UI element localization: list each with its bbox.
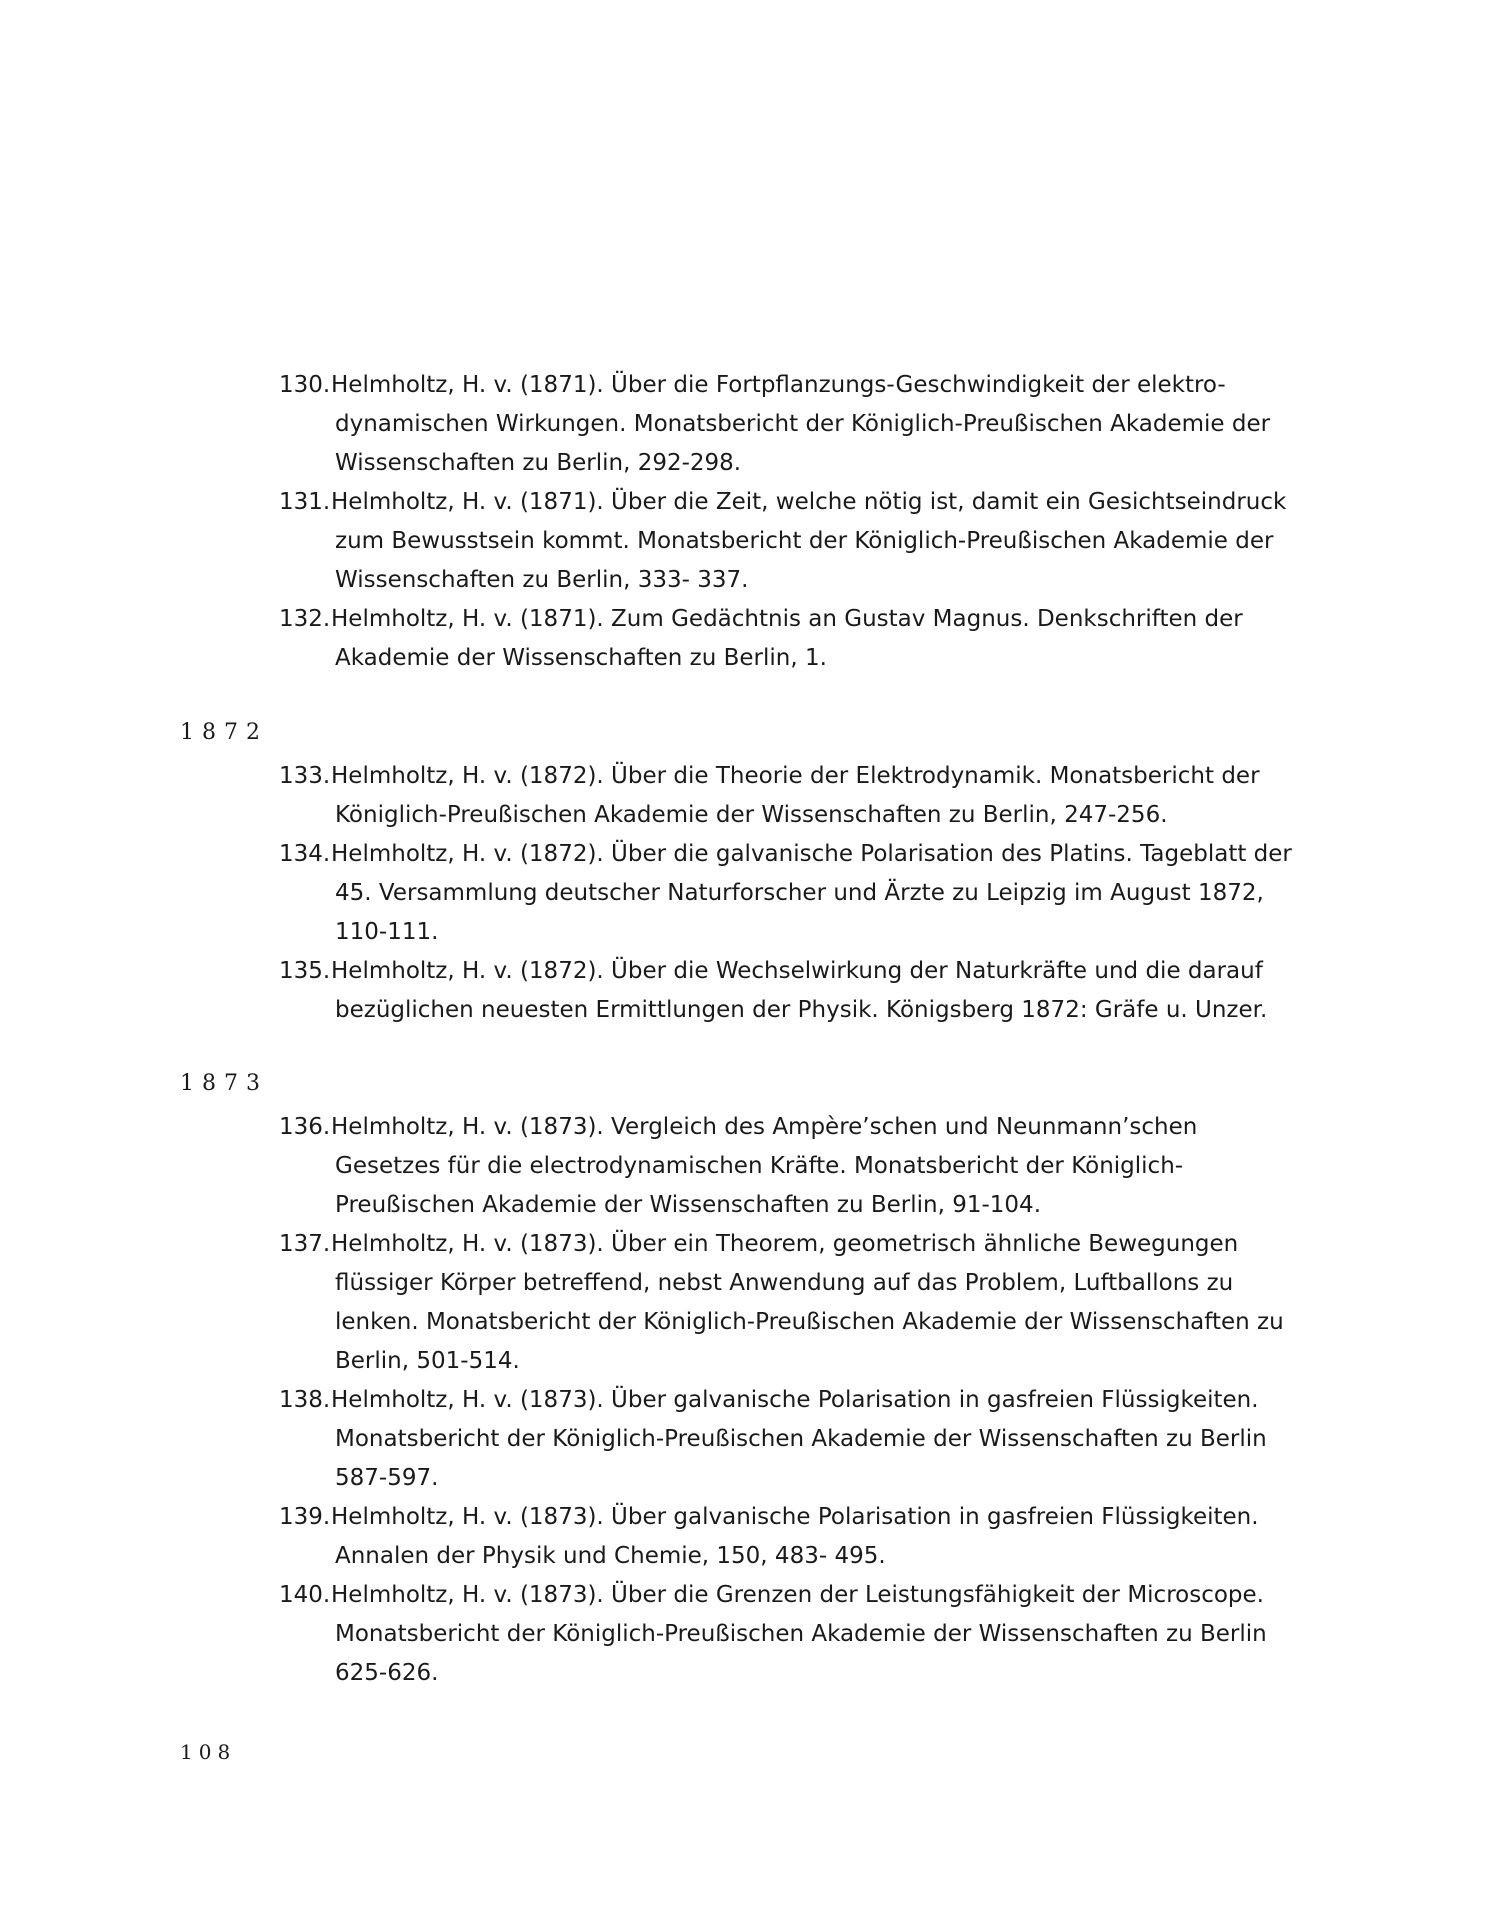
- bibliography-entry: [279, 1108, 1299, 1225]
- bibliography-entry: [279, 1225, 1299, 1381]
- entry-number: 135.: [279, 958, 331, 984]
- bibliography-entry: [279, 1381, 1299, 1498]
- entry-text: Helmholtz, H. v. (1873). Vergleich des Ampère’schen und Neunmann’schen Gesetzes für die electrodynamischen Kräfte. Monatsbericht der Königlich-Preußischen Akademie der Wissenschaften zu Berlin, 91-104.: [331, 1114, 1198, 1218]
- entry-number: 138.: [279, 1387, 331, 1413]
- year-heading: 1872: [180, 720, 268, 745]
- bibliography-block-1873: [279, 1108, 1299, 1693]
- bibliography-entry: [279, 483, 1299, 600]
- bibliography-entry: [279, 757, 1299, 835]
- entry-number: 136.: [279, 1114, 331, 1140]
- entry-text: Helmholtz, H. v. (1872). Über die galvanische Polarisation des Platins. Tageblatt der 45. Versammlung deutscher Naturforscher und Ärzte zu Leipzig im August 1872, 110-111.: [331, 841, 1292, 945]
- bibliography-entry: [279, 952, 1299, 1030]
- entry-number: 133.: [279, 763, 331, 789]
- year-heading: 1873: [180, 1071, 268, 1096]
- bibliography-entry: [279, 600, 1299, 678]
- bibliography-entry: [279, 366, 1299, 483]
- bibliography-entry: [279, 1498, 1299, 1576]
- bibliography-entry: [279, 1576, 1299, 1693]
- bibliography-block-1871: [279, 366, 1299, 678]
- entry-text: Helmholtz, H. v. (1871). Über die Fortpflanzungs-Geschwindigkeit der elektro- dynamischen Wirkungen. Monatsbericht der Königlich-Preußischen Akademie der Wissenschaften zu Berlin, 292-298.: [331, 372, 1271, 476]
- bibliography-entry: [279, 835, 1299, 952]
- entry-text: Helmholtz, H. v. (1873). Über galvanische Polarisation in gasfreien Flüssigkeiten. Monatsbericht der Königlich-Preußischen Akademie der Wissenschaften zu Berlin 587-597.: [331, 1387, 1267, 1491]
- entry-number: 140.: [279, 1582, 331, 1608]
- entry-text: Helmholtz, H. v. (1871). Zum Gedächtnis an Gustav Magnus. Denkschriften der Akademie der Wissenschaften zu Berlin, 1.: [331, 606, 1243, 671]
- entry-text: Helmholtz, H. v. (1873). Über ein Theorem, geometrisch ähnliche Bewegungen flüssiger Körper betreffend, nebst Anwendung auf das Problem, Luftballons zu lenken. Monatsbericht der Königlich-Preußischen Akademie der Wissenschaften zu Berlin, 501-514.: [331, 1231, 1284, 1374]
- entry-number: 132.: [279, 606, 331, 632]
- entry-number: 130.: [279, 372, 331, 398]
- page-number: 108: [180, 1740, 237, 1764]
- entry-text: Helmholtz, H. v. (1873). Über galvanische Polarisation in gasfreien Flüssigkeiten. Annalen der Physik und Chemie, 150, 483- 495.: [331, 1504, 1259, 1569]
- entry-number: 131.: [279, 489, 331, 515]
- entry-number: 139.: [279, 1504, 331, 1530]
- entry-text: Helmholtz, H. v. (1871). Über die Zeit, welche nötig ist, damit ein Gesichtseindruck zum Bewusstsein kommt. Monatsbericht der Königlich-Preußischen Akademie der Wissenschaften zu Berlin, 333- 337.: [331, 489, 1287, 593]
- entry-text: Helmholtz, H. v. (1872). Über die Theorie der Elektrodynamik. Monatsbericht der Königlich-Preußischen Akademie der Wissenschaften zu Berlin, 247-256.: [331, 763, 1260, 828]
- entry-number: 137.: [279, 1231, 331, 1257]
- entry-number: 134.: [279, 841, 331, 867]
- entry-text: Helmholtz, H. v. (1873). Über die Grenzen der Leistungsfähigkeit der Microscope. Monatsbericht der Königlich-Preußischen Akademie der Wissenschaften zu Berlin 625-626.: [331, 1582, 1267, 1686]
- entry-text: Helmholtz, H. v. (1872). Über die Wechselwirkung der Naturkräfte und die darauf bezüglichen neuesten Ermittlungen der Physik. Königsberg 1872: Gräfe u. Unzer.: [331, 958, 1268, 1023]
- bibliography-block-1872: [279, 757, 1299, 1030]
